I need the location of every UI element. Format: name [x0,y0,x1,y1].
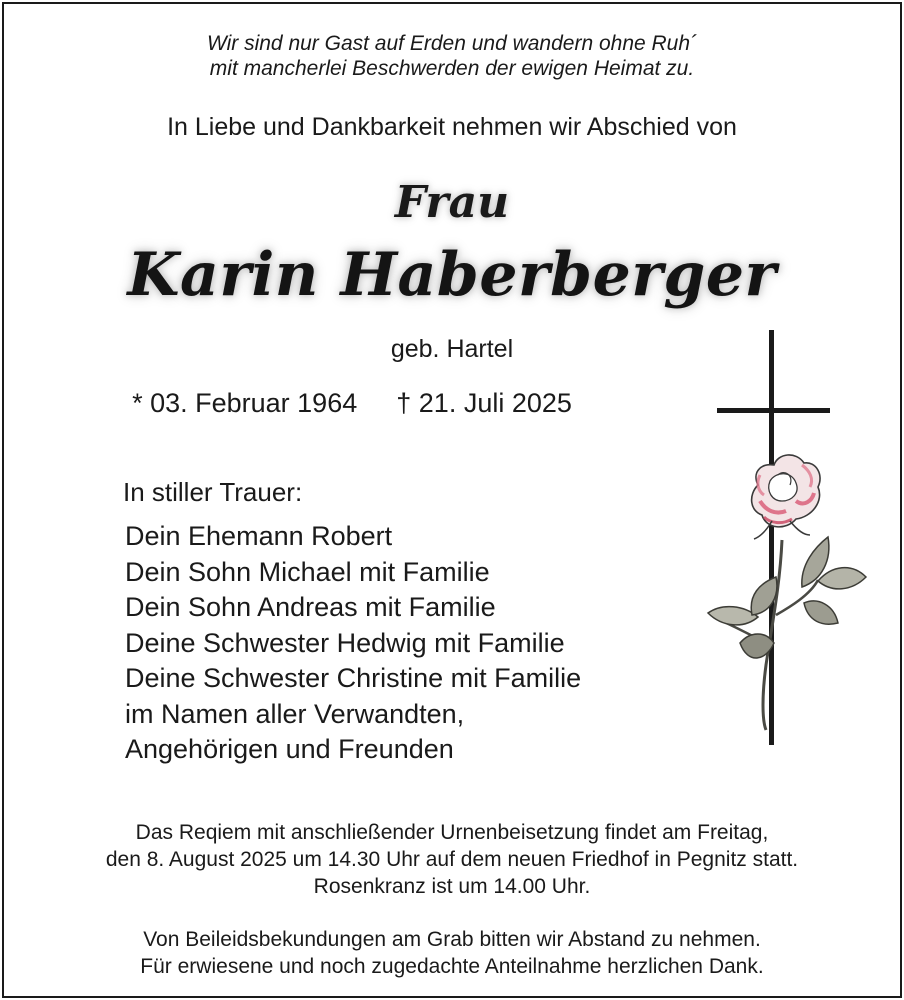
list-item: Angehörigen und Freunden [125,734,454,764]
intro-text: In Liebe und Dankbarkeit nehmen wir Abschied von [167,113,737,141]
death-date: † 21. Juli 2025 [396,388,572,418]
salutation: Frau [394,177,510,228]
list-item: Dein Ehemann Robert [125,521,393,551]
list-item: im Namen aller Verwandten, [125,698,465,729]
funeral-line-1: Das Reqiem mit anschließender Urnenbeisetzung findet am Freitag, [135,821,769,844]
birth-date: * 03. Februar 1964 [132,388,358,418]
cross-vertical-bar [769,330,774,745]
mourners-list [125,519,581,768]
motto-line-1: Wir sind nur Gast auf Erden und wandern ohne Ruh´ [206,32,698,55]
list-item: Deine Schwester Christine mit Familie [125,663,582,693]
deceased-name: Karin Haberberger [127,240,777,310]
rose-icon [708,455,866,730]
motto-line-2: mit mancherlei Beschwerden der ewigen Heimat zu. [209,57,695,80]
funeral-line-3: Rosenkranz ist um 14.00 Uhr. [313,875,591,898]
cross-horizontal-bar [717,408,830,413]
funeral-line-2: den 8. August 2025 um 14.30 Uhr auf dem neuen Friedhof in Pegnitz statt. [105,848,799,871]
list-item: Dein Sohn Michael mit Familie [125,556,490,587]
life-dates [0,388,804,419]
closing-line-2: Für erwiesene und noch zugedachte Anteilnahme herzlichen Dank. [140,955,764,978]
list-item: Dein Sohn Andreas mit Familie [125,592,496,622]
list-item: Deine Schwester Hedwig mit Familie [125,627,565,658]
mourning-heading: In stiller Trauer: [123,477,303,507]
cross-icon [700,325,880,755]
closing-line-1: Von Beileidsbekundungen am Grab bitten wir Abstand zu nehmen. [143,928,761,951]
birth-name: geb. Hartel [390,335,514,363]
